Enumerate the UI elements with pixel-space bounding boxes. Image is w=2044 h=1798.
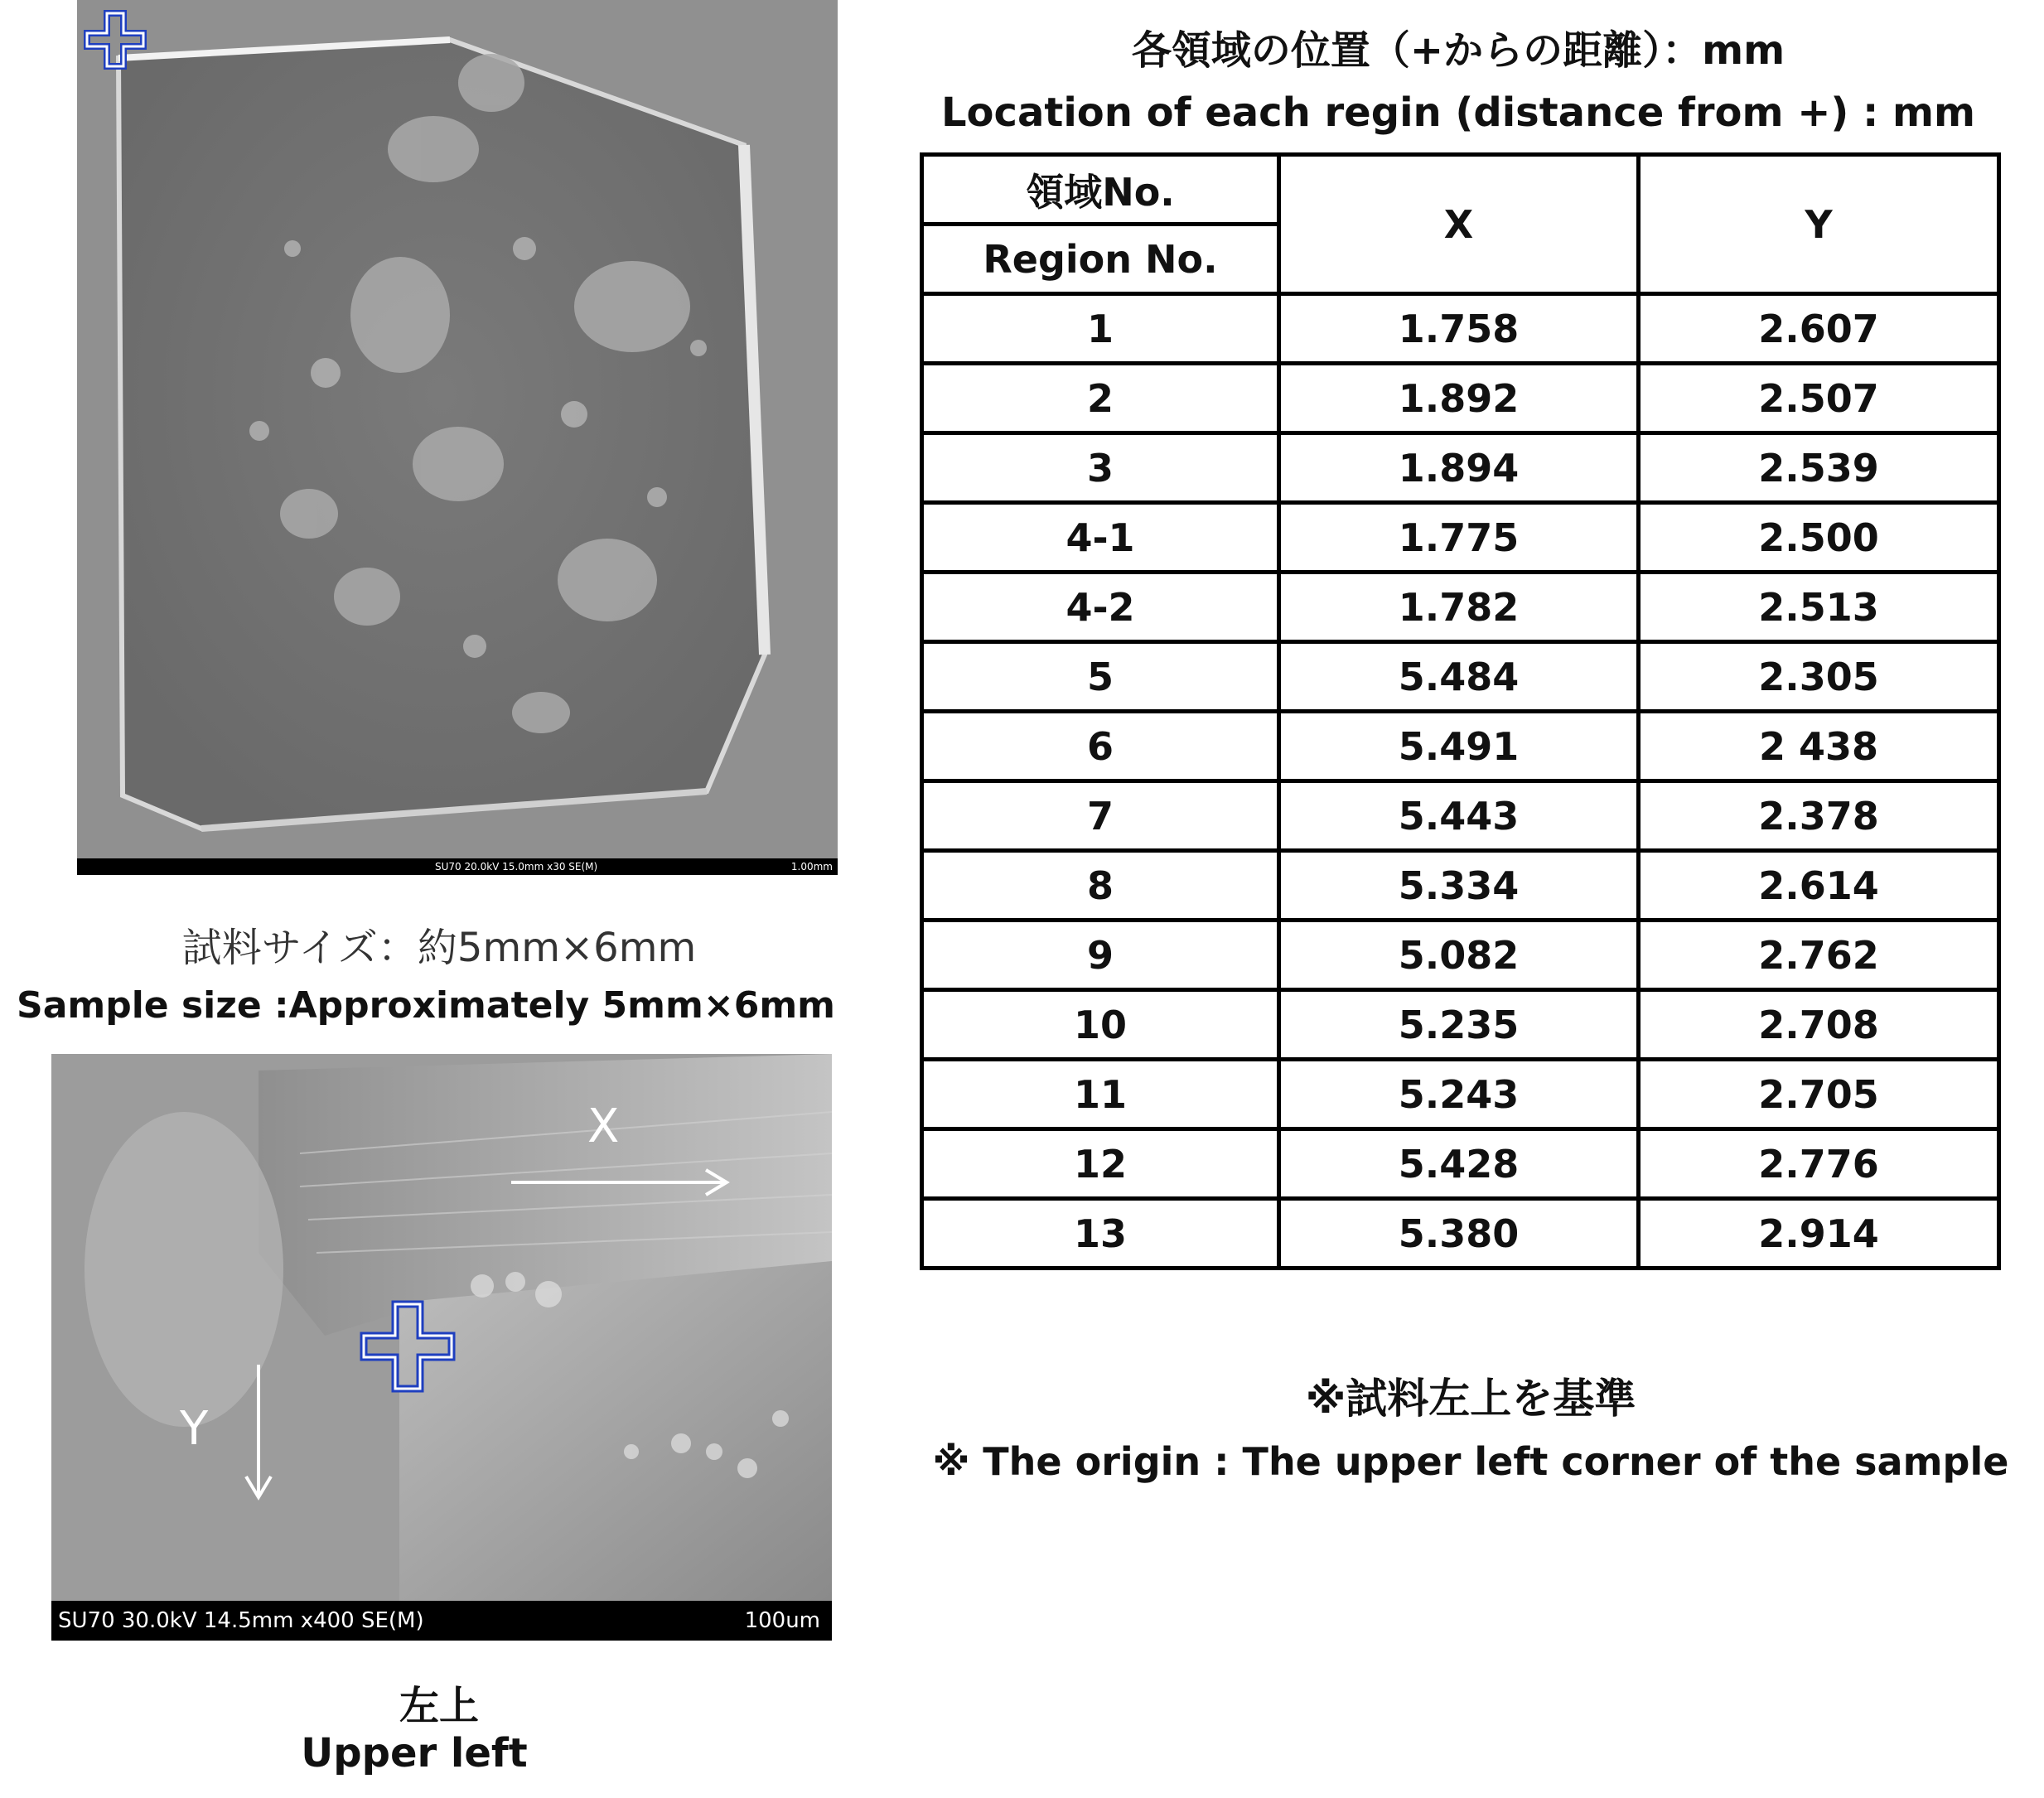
cell-region: 10 [922,990,1279,1060]
header-region-en: Region No. [922,225,1279,294]
cell-y: 2.614 [1639,851,1999,921]
table-row [922,573,1999,642]
cell-x: 5.443 [1279,781,1639,851]
table-row [922,921,1999,990]
heading-ja: 各領域の位置（+からの距離）：mm [1131,27,1785,74]
note-ja: ※試料左上を基準 [1305,1375,1636,1423]
cell-region: 8 [922,851,1279,921]
cell-x: 5.243 [1279,1060,1639,1129]
region-location-table [920,152,2001,1270]
cell-y: 2.607 [1639,294,1999,364]
cell-x: 1.892 [1279,364,1639,433]
sem-top-scale: 1.00mm [790,861,833,872]
cell-region: 4-1 [922,503,1279,573]
cell-y: 2.762 [1639,921,1999,990]
table-row [922,1129,1999,1199]
sem-bottom-scale: 100um [744,1608,820,1633]
header-region-ja: 領域No. [922,155,1279,225]
cell-x: 5.082 [1279,921,1639,990]
sem-top-infobar [77,858,838,875]
axis-label-y: Y [180,1402,209,1456]
cell-x: 5.235 [1279,990,1639,1060]
cell-region: 4-2 [922,573,1279,642]
cell-region: 5 [922,642,1279,712]
table-row [922,851,1999,921]
table-row [922,990,1999,1060]
heading-en: Location of each regin (distance from +) : mm [940,89,1976,136]
sem-corner-graphic [51,1054,832,1641]
cell-x: 1.775 [1279,503,1639,573]
sem-bottom-settings: SU70 30.0kV 14.5mm x400 SE(M) [58,1608,424,1633]
cell-region: 1 [922,294,1279,364]
cell-y: 2.539 [1639,433,1999,503]
sem-image-sample-overview [77,0,838,875]
cell-x: 5.428 [1279,1129,1639,1199]
upper-left-ja: 左上 [399,1683,479,1729]
sample-size-en: Sample size :Approximately 5mm×6mm [17,984,836,1027]
cell-region: 3 [922,433,1279,503]
table-row [922,364,1999,433]
sem-top-settings: SU70 20.0kV 15.0mm x30 SE(M) [435,861,598,872]
cell-region: 9 [922,921,1279,990]
cell-y: 2.500 [1639,503,1999,573]
cell-region: 12 [922,1129,1279,1199]
cell-x: 5.491 [1279,712,1639,781]
table-row [922,712,1999,781]
cell-region: 2 [922,364,1279,433]
note-en: ※ The origin : The upper left corner of the sample [932,1439,2009,1484]
sem-overview-graphic [77,0,838,875]
cell-y: 2 438 [1639,712,1999,781]
cell-y: 2.708 [1639,990,1999,1060]
cell-y: 2.378 [1639,781,1999,851]
cell-region: 11 [922,1060,1279,1129]
sem-bottom-infobar [51,1601,832,1641]
cell-x: 5.380 [1279,1199,1639,1269]
cell-y: 2.914 [1639,1199,1999,1269]
table-row [922,1060,1999,1129]
cell-x: 5.334 [1279,851,1639,921]
cell-x: 1.894 [1279,433,1639,503]
cell-region: 6 [922,712,1279,781]
table-row [922,294,1999,364]
axis-label-x: X [587,1100,620,1153]
cell-y: 2.305 [1639,642,1999,712]
table-row [922,503,1999,573]
sample-size-ja: 試料サイズ：約5mm×6mm [181,925,697,971]
cell-x: 1.782 [1279,573,1639,642]
header-y: Y [1639,155,1999,294]
sem-image-upper-left-corner [51,1054,832,1641]
table-row [922,1199,1999,1269]
cell-y: 2.507 [1639,364,1999,433]
cell-x: 1.758 [1279,294,1639,364]
table-row [922,642,1999,712]
cell-x: 5.484 [1279,642,1639,712]
table-row [922,781,1999,851]
cell-region: 13 [922,1199,1279,1269]
cell-y: 2.776 [1639,1129,1999,1199]
table-header-row [922,155,1999,225]
header-x: X [1279,155,1639,294]
cell-y: 2.513 [1639,573,1999,642]
cell-region: 7 [922,781,1279,851]
table-row [922,433,1999,503]
upper-left-en: Upper left [301,1730,528,1776]
cell-y: 2.705 [1639,1060,1999,1129]
